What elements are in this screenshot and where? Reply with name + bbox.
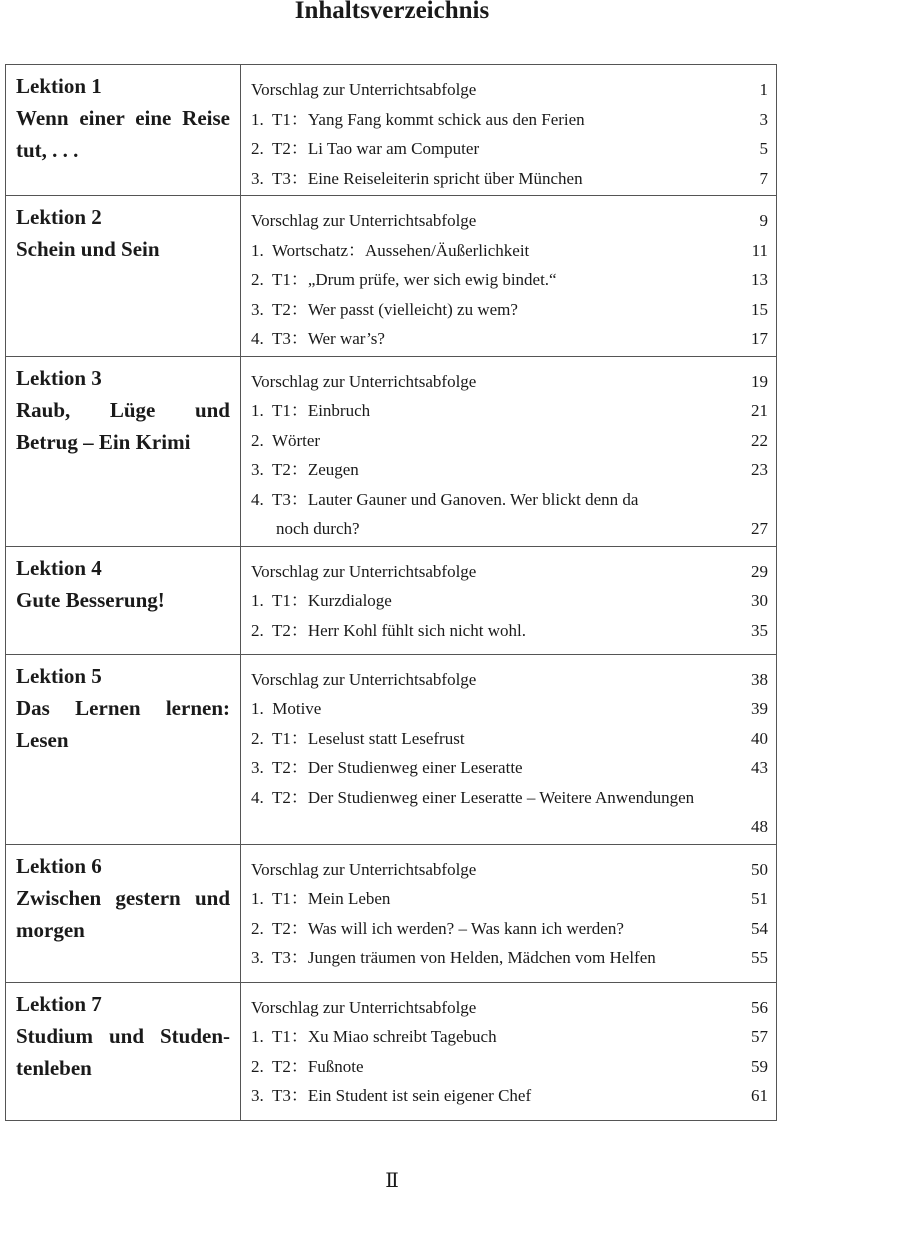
- toc-entry-text: 2. T2：Was will ich werden? – Was kann ich werden?: [251, 918, 624, 938]
- toc-entry[interactable]: [251, 324, 768, 354]
- lesson-label: Lektion 1: [16, 74, 102, 98]
- toc-entry-text: 1. T1：Einbruch: [251, 401, 371, 420]
- toc-entry[interactable]: [251, 367, 768, 397]
- toc-entry[interactable]: [251, 1081, 768, 1111]
- toc-entry-text: 1. Wortschatz：Aussehen/Äußerlichkeit: [251, 240, 530, 260]
- toc-entry-text: 1. T1：Kurzdialoge: [251, 591, 392, 610]
- lesson-heading-cell: [6, 654, 241, 844]
- lesson-title-line: Lesen: [16, 727, 69, 752]
- toc-entry-text: Vorschlag zur Unterrichtsabfolge: [251, 997, 477, 1017]
- toc-entry-page: 22: [751, 430, 768, 450]
- toc-entry[interactable]: [251, 134, 768, 164]
- lesson-row: [6, 982, 777, 1120]
- lesson-title-line: tenleben: [16, 1055, 92, 1080]
- toc-entry-text: 1. T1：Yang Fang kommt schick aus den Ferien: [251, 109, 585, 129]
- toc-entry-page: 23: [751, 460, 768, 479]
- lesson-entries-cell: [241, 65, 777, 196]
- toc-entry-page: 30: [751, 591, 768, 610]
- toc-entry-page: 17: [751, 329, 768, 348]
- toc-entry-page: 48: [751, 817, 768, 836]
- toc-entry[interactable]: [251, 665, 768, 695]
- toc-entry[interactable]: [251, 514, 768, 544]
- lesson-entries-cell: [241, 546, 777, 654]
- document-title: Inhaltsverzeichnis: [294, 0, 490, 24]
- toc-entry-text: 4. T3：Lauter Gauner und Ganoven. Wer blickt denn da: [251, 489, 639, 509]
- toc-entry[interactable]: [251, 485, 768, 515]
- toc-entry[interactable]: [251, 1052, 768, 1082]
- lesson-entries-cell: [241, 196, 777, 357]
- toc-entry-text: Vorschlag zur Unterrichtsabfolge: [251, 80, 477, 99]
- toc-entry-text: 3. T2：Zeugen: [251, 460, 359, 479]
- toc-entry-text: 1. T1：Xu Miao schreibt Tagebuch: [251, 1027, 497, 1046]
- toc-entry[interactable]: [251, 455, 768, 485]
- toc-entry-page: 39: [751, 699, 768, 718]
- toc-entry-page: 51: [751, 889, 768, 908]
- lesson-title-line: Schein und Sein: [16, 237, 160, 261]
- toc-entry-text: 2. T2：Fußnote: [251, 1056, 364, 1076]
- toc-entry-page: 54: [751, 918, 768, 938]
- lesson-label: Lektion 3: [16, 365, 102, 390]
- lesson-heading-cell: [6, 356, 241, 546]
- toc-entry[interactable]: [251, 884, 768, 914]
- toc-entry-text: noch durch?: [276, 519, 360, 538]
- toc-entry-text: 3. T2：Der Studienweg einer Leseratte: [251, 758, 523, 777]
- lesson-title-line: tut, . . .: [16, 138, 79, 162]
- toc-entry-page: 11: [751, 240, 768, 260]
- toc-entry[interactable]: [251, 426, 768, 456]
- toc-entry[interactable]: [251, 783, 768, 813]
- lesson-entries-cell: [241, 654, 777, 844]
- toc-entry[interactable]: [251, 812, 768, 842]
- toc-entry-text: 3. T3：Jungen träumen von Helden, Mädchen vom Helfen: [251, 948, 656, 967]
- toc-entry-text: 2. T2：Li Tao war am Computer: [251, 139, 480, 158]
- toc-entry-page: 29: [751, 561, 768, 581]
- toc-entry-page: 35: [751, 620, 768, 640]
- toc-entry-page: 1: [759, 80, 768, 99]
- toc-entry[interactable]: [251, 396, 768, 426]
- toc-entry[interactable]: [251, 943, 768, 973]
- toc-entry-page: 7: [759, 168, 768, 188]
- toc-entry[interactable]: [251, 616, 768, 646]
- toc-entry[interactable]: [251, 295, 768, 325]
- toc-entry[interactable]: [251, 557, 768, 587]
- toc-entry[interactable]: [251, 993, 768, 1023]
- toc-entry-text: 2. Wörter: [251, 430, 321, 450]
- lesson-title-line: Zwischen gestern und: [16, 885, 230, 910]
- toc-entry[interactable]: [251, 753, 768, 783]
- lesson-heading-cell: [6, 196, 241, 357]
- toc-entry[interactable]: [251, 724, 768, 754]
- toc-entry[interactable]: [251, 206, 768, 236]
- toc-entry-text: Vorschlag zur Unterrichtsabfolge: [251, 371, 477, 391]
- toc-entry-page: 56: [751, 997, 768, 1017]
- lesson-label: Lektion 6: [16, 853, 102, 878]
- toc-entry-page: [738, 783, 768, 813]
- lesson-row: [6, 356, 777, 546]
- toc-entry-page: 59: [751, 1056, 768, 1076]
- toc-entry[interactable]: [251, 164, 768, 194]
- toc-entry-text: 2. T1：Leselust statt Lesefrust: [251, 728, 465, 748]
- toc-entry-page: 43: [751, 758, 768, 777]
- toc-entry-text: Vorschlag zur Unterrichtsabfolge: [251, 561, 477, 581]
- lesson-label: Lektion 4: [16, 555, 102, 580]
- lesson-title-line: Gute Besserung!: [16, 587, 165, 612]
- toc-entry-text: 4. T2：Der Studienweg einer Leseratte – Weitere Anwendungen: [251, 787, 695, 807]
- toc-entry-page: 40: [751, 728, 768, 748]
- lesson-heading-cell: [6, 844, 241, 982]
- toc-entry-text: 1. T1：Mein Leben: [251, 889, 391, 908]
- toc-entry[interactable]: [251, 855, 768, 885]
- lesson-entries-cell: [241, 844, 777, 982]
- lesson-row: [6, 654, 777, 844]
- toc-entry-page: 61: [751, 1086, 768, 1105]
- lesson-row: [6, 844, 777, 982]
- toc-entry-page: 13: [751, 270, 768, 289]
- lesson-title-line: morgen: [16, 917, 85, 942]
- toc-entry-page: 57: [751, 1027, 768, 1046]
- toc-entry-page: [738, 485, 768, 515]
- toc-entry-text: 4. T3：Wer war’s?: [251, 329, 385, 348]
- toc-entry-page: 3: [759, 109, 768, 129]
- lesson-label: Lektion 5: [16, 663, 102, 688]
- toc-entry-text: 2. T1：„Drum prüfe, wer sich ewig bindet.“: [251, 270, 557, 289]
- toc-entry[interactable]: [251, 694, 768, 724]
- lesson-label: Lektion 7: [16, 991, 102, 1016]
- lesson-heading-cell: [6, 982, 241, 1120]
- lesson-heading-cell: [6, 65, 241, 196]
- lesson-row: [6, 196, 777, 357]
- toc-entry[interactable]: [251, 236, 768, 266]
- page-number: Ⅱ: [385, 1170, 399, 1192]
- toc-entry-page: 15: [751, 299, 768, 319]
- toc-entry[interactable]: [251, 75, 768, 105]
- toc-entry-text: Vorschlag zur Unterrichtsabfolge: [251, 211, 477, 230]
- toc-entry-text: Vorschlag zur Unterrichtsabfolge: [251, 859, 477, 879]
- lesson-heading-cell: [6, 546, 241, 654]
- toc-entry[interactable]: [251, 105, 768, 135]
- lesson-label: Lektion 2: [16, 205, 102, 229]
- toc-entry-page: 27: [751, 519, 768, 538]
- toc-entry[interactable]: [251, 586, 768, 616]
- toc-entry-page: 38: [751, 669, 768, 689]
- toc-entry[interactable]: [251, 914, 768, 944]
- toc-entry-text: 1. Motive: [251, 699, 322, 718]
- lesson-title-line: Betrug – Ein Krimi: [16, 429, 191, 454]
- toc-entry-page: 21: [751, 401, 768, 420]
- toc-entry[interactable]: [251, 1022, 768, 1052]
- table-of-contents: [5, 64, 777, 1121]
- toc-entry-page: 19: [751, 371, 768, 391]
- lesson-entries-cell: [241, 356, 777, 546]
- toc-entry-page: 55: [751, 948, 768, 967]
- lesson-title-line: Das Lernen lernen:: [16, 695, 230, 720]
- toc-entry-text: 3. T3：Eine Reiseleiterin spricht über München: [251, 168, 583, 188]
- lesson-title-line: Wenn einer eine Reise: [16, 106, 230, 130]
- toc-entry-text: 3. T2：Wer passt (vielleicht) zu wem?: [251, 299, 518, 319]
- toc-entry[interactable]: [251, 265, 768, 295]
- toc-entry-page: 50: [751, 859, 768, 879]
- toc-entry-text: 3. T3：Ein Student ist sein eigener Chef: [251, 1086, 532, 1105]
- toc-entry-text: Vorschlag zur Unterrichtsabfolge: [251, 669, 477, 689]
- lesson-row: [6, 65, 777, 196]
- toc-entry-page: 9: [759, 211, 768, 230]
- lesson-title-line: Raub, Lüge und: [16, 397, 230, 422]
- toc-entry-page: 5: [759, 139, 768, 158]
- lesson-entries-cell: [241, 982, 777, 1120]
- lesson-title-line: Studium und Studen-: [16, 1023, 230, 1048]
- lesson-row: [6, 546, 777, 654]
- toc-entry-text: 2. T2：Herr Kohl fühlt sich nicht wohl.: [251, 620, 526, 640]
